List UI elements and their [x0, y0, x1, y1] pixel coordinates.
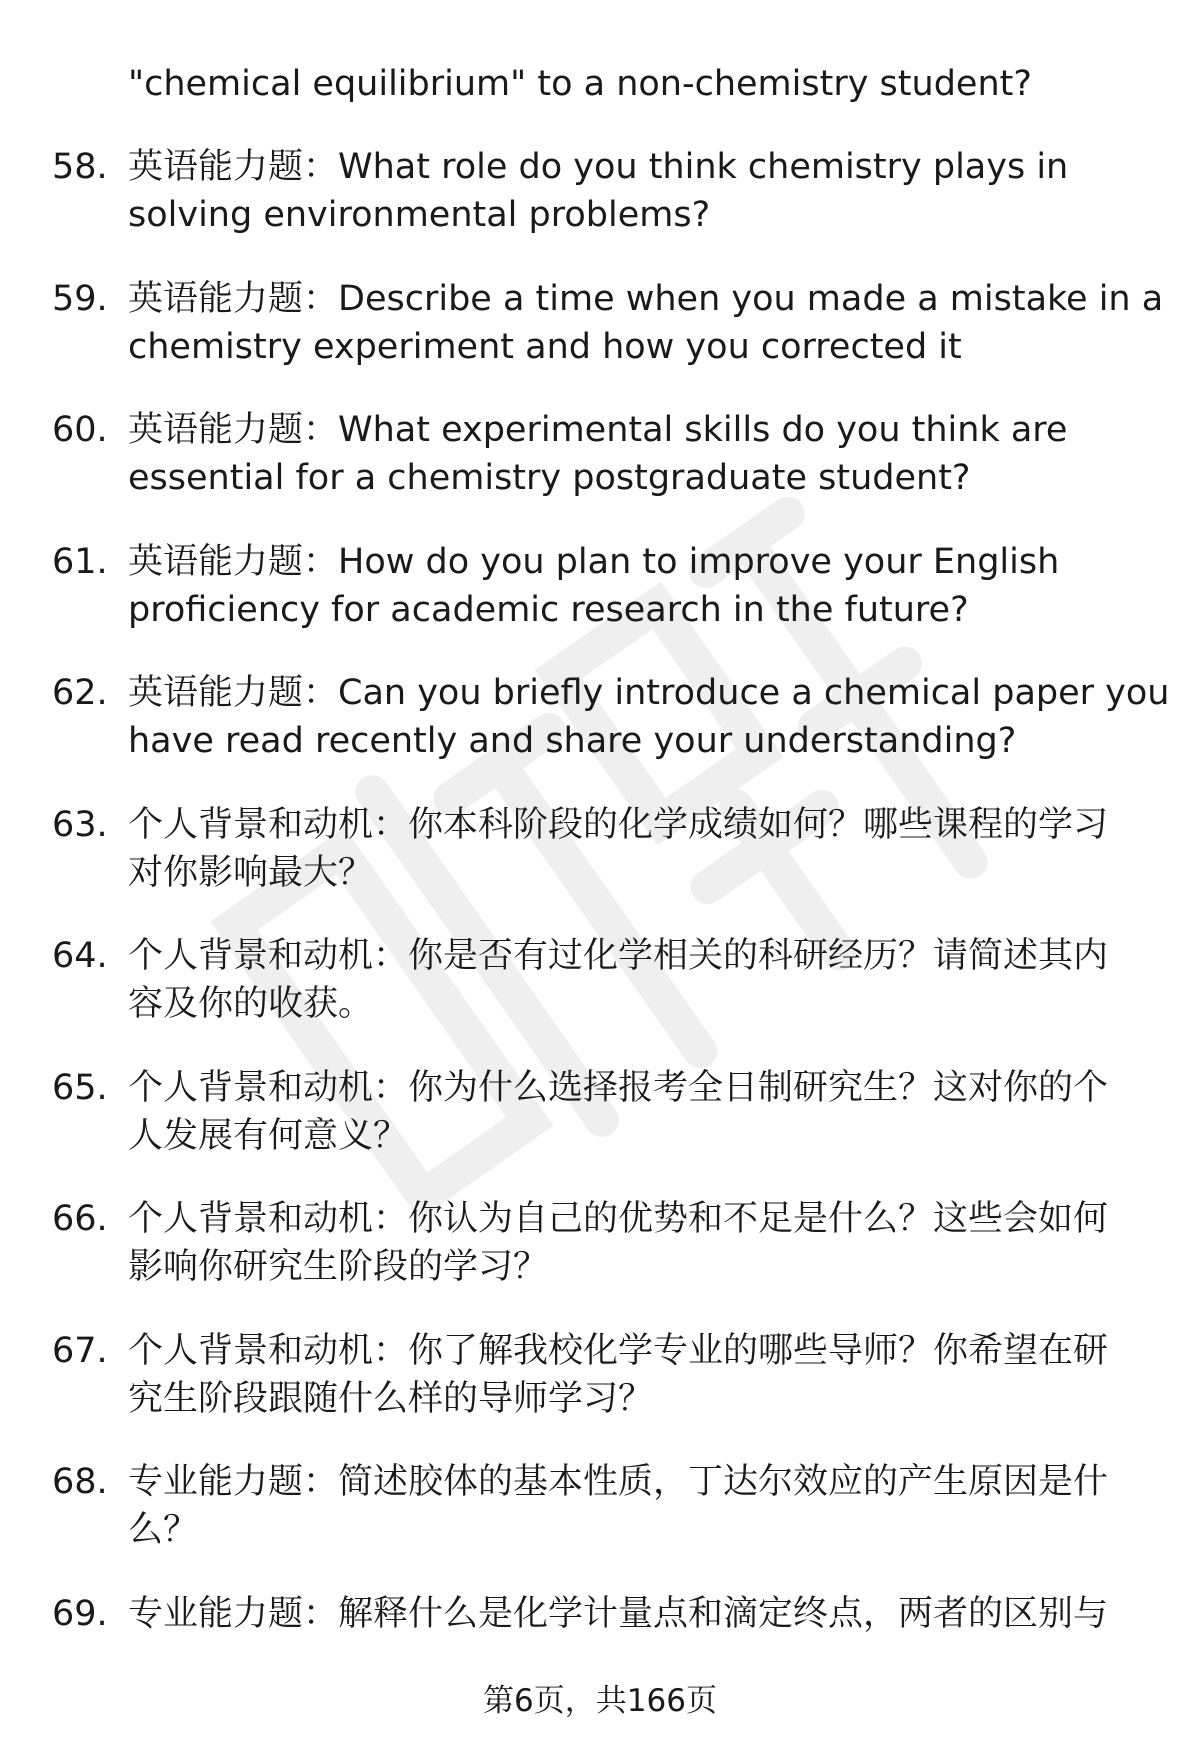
question-list: [0, 143, 1200, 1721]
question-item: [0, 932, 1200, 1064]
question-number: 61.: [52, 541, 108, 582]
question-number: 69.: [52, 1593, 108, 1634]
question-item: [0, 1458, 1200, 1590]
question-text-line: 个人背景和动机：你为什么选择报考全日制研究生？这对你的个: [128, 1067, 1109, 1108]
question-number: 62.: [52, 673, 108, 713]
question-text-line: 影响你研究生阶段的学习？: [128, 1247, 549, 1287]
question-item: [0, 406, 1200, 538]
question-text-line: 专业能力题：简述胶体的基本性质，丁达尔效应的产生原因是什: [128, 1462, 1109, 1502]
question-number: 68.: [52, 1462, 108, 1502]
question-text-line: 对你影响最大？: [128, 852, 374, 893]
question-text-line: 个人背景和动机：你本科阶段的化学成绩如何？哪些课程的学习: [128, 804, 1109, 845]
question-text-line: 英语能力题：Can you briefly introduce a chemical paper you: [128, 673, 1170, 713]
question-text-line: essential for a chemistry postgraduate student?: [128, 458, 971, 498]
question-text-line: solving environmental problems?: [128, 195, 711, 235]
question-text-line: 英语能力题：What role do you think chemistry plays in: [128, 147, 1069, 187]
question-number: 66.: [52, 1199, 108, 1239]
question-item: [0, 538, 1200, 670]
question-number: 63.: [52, 804, 108, 845]
question-text-line: 个人背景和动机：你是否有过化学相关的科研经历？请简述其内: [128, 936, 1109, 976]
question-item: [0, 143, 1200, 275]
question-text-line: 英语能力题：Describe a time when you made a mistake in a: [128, 278, 1164, 319]
question-text-line: 么？: [128, 1510, 199, 1550]
question-number: 59.: [52, 278, 108, 319]
question-number: 67.: [52, 1330, 108, 1371]
question-text-line: 个人背景和动机：你了解我校化学专业的哪些导师？你希望在研: [128, 1330, 1109, 1371]
page-footer: 第6页，共166页: [483, 1683, 717, 1719]
question-item: [0, 1327, 1200, 1459]
continued-question-text: "chemical equilibrium" to a non-chemistry student?: [128, 64, 1032, 104]
question-number: 65.: [52, 1067, 108, 1108]
question-text-line: 容及你的收获。: [128, 984, 374, 1024]
question-item: [0, 275, 1200, 407]
question-text-line: 英语能力题：How do you plan to improve your English: [128, 541, 1060, 582]
question-text-line: proficiency for academic research in the future?: [128, 589, 969, 630]
question-number: 58.: [52, 147, 108, 187]
question-item: [0, 669, 1200, 801]
question-text-line: 个人背景和动机：你认为自己的优势和不足是什么？这些会如何: [128, 1199, 1109, 1239]
question-text-line: 究生阶段跟随什么样的导师学习？: [128, 1378, 654, 1419]
question-text-line: 英语能力题：What experimental skills do you think are: [128, 410, 1068, 450]
question-item: [0, 801, 1200, 933]
question-text-line: chemistry experiment and how you corrected it: [128, 326, 962, 367]
question-text-line: 人发展有何意义？: [128, 1115, 409, 1156]
question-item: [0, 1195, 1200, 1327]
question-text-line: have read recently and share your understanding?: [128, 721, 1017, 761]
question-number: 60.: [52, 410, 108, 450]
question-text-line: 专业能力题：解释什么是化学计量点和滴定终点，两者的区别与: [128, 1593, 1109, 1634]
question-number: 64.: [52, 936, 108, 976]
question-item: [0, 1064, 1200, 1196]
